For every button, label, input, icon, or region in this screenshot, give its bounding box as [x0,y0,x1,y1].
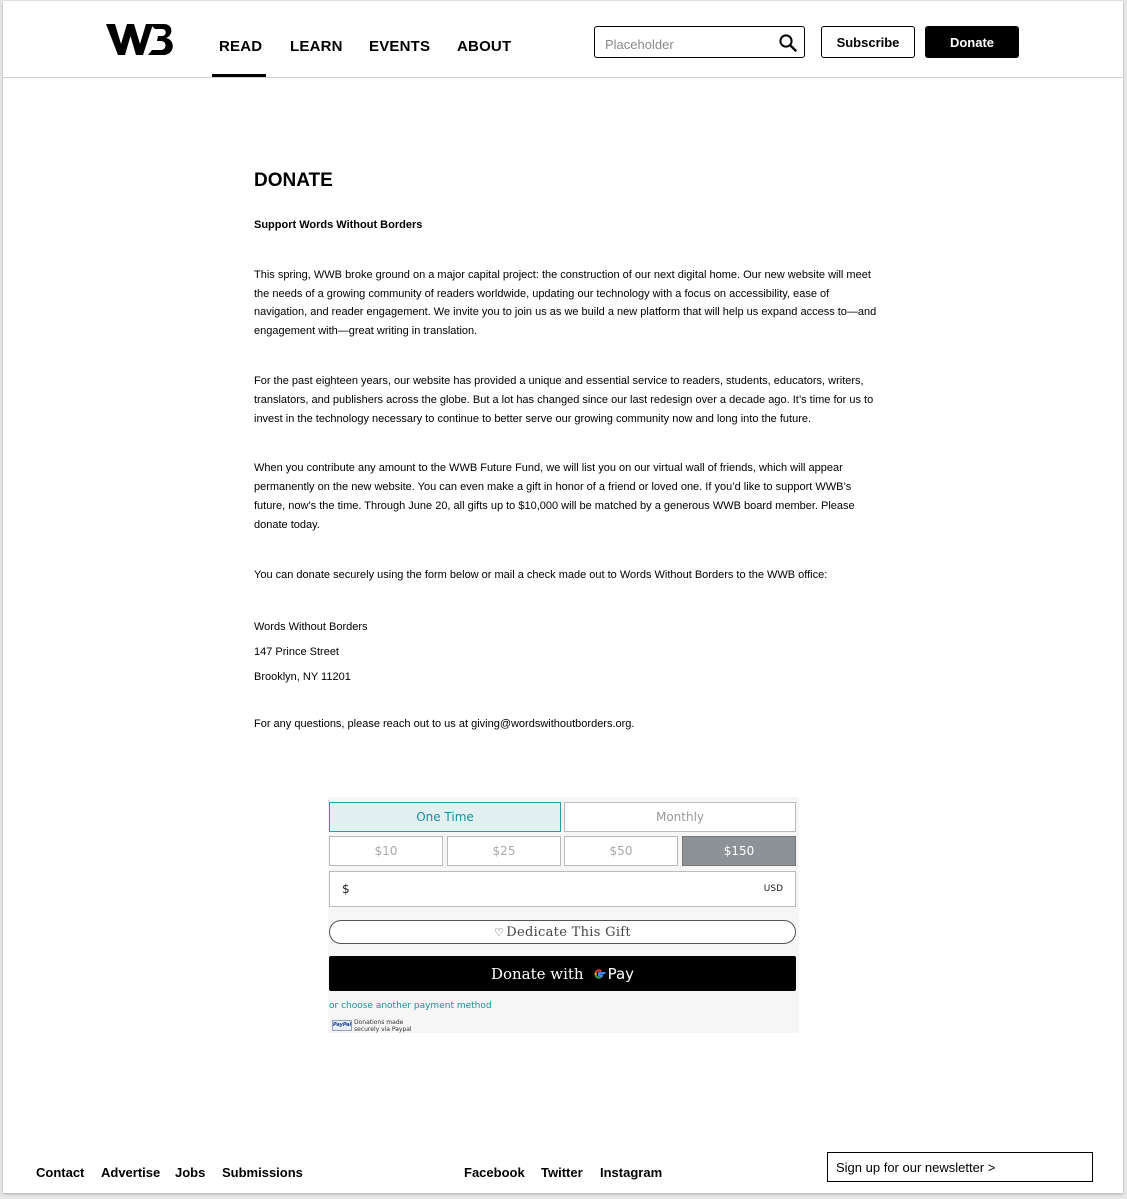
footer-link-twitter[interactable]: Twitter [541,1165,583,1180]
nav-read[interactable]: READ [219,38,263,55]
site-header [3,1,1123,78]
mailing-address [254,615,879,690]
gpay-label: Donate with [490,964,584,983]
dedicate-label: Dedicate This Gift [506,924,631,940]
paypal-logo: PayPal [332,1020,352,1031]
search-box [594,26,805,58]
google-pay-button[interactable] [329,956,796,991]
amount-150-button[interactable]: $150 [682,836,796,866]
google-g-icon [592,967,606,981]
nav-learn[interactable]: LEARN [290,38,343,55]
paypal-note-line: securely via Paypal [354,1026,412,1033]
address-line: Brooklyn, NY 11201 [254,671,351,684]
dedicate-gift-button[interactable] [329,920,796,944]
footer-link-instagram[interactable]: Instagram [600,1165,663,1180]
page-subtitle: Support Words Without Borders [254,219,423,231]
paragraph-donate-instructions: You can donate securely using the form below or mail a check made out to Words Without Borders to the WWB office: [254,568,828,581]
page-frame [3,1,1123,1193]
heart-icon: ♡ [494,925,505,939]
amount-25-button[interactable]: $25 [447,836,561,866]
currency-code: USD [763,884,783,894]
page-title: DONATE [254,170,333,191]
donation-form [328,797,799,1033]
footer-link-submissions[interactable]: Submissions [222,1165,303,1180]
search-icon[interactable] [778,33,798,53]
search-input[interactable] [603,33,777,55]
main-content [254,169,879,734]
gpay-brand: Pay [607,964,635,983]
footer-link-facebook[interactable]: Facebook [464,1165,525,1180]
subscribe-button[interactable]: Subscribe [821,26,915,58]
paragraph-future-fund: When you contribute any amount to the WWB Future Fund, we will list you on our virtual wall of friends, which will appear permanently on the new website. You can even make a gift in honor of a friend or loved one. If you’d like to support WWB’s future, now’s the time. Through June 20, all gifts up to $10,000 will be matched by a generous WWB board member. Please donate today. [254,462,855,531]
custom-amount-input[interactable] [329,871,796,907]
paragraph-capital-project: This spring, WWB broke ground on a major capital project: the construction of our next digital home. Our new website will meet the needs of a growing community of readers worldwide, updating our technology with a focus on accessibility, ease of navigation, and reader engagement. We invite you to join us as we build a new platform that will help us expand access to—and engagement with—great writing in translation. [254,268,877,338]
currency-symbol: $ [342,882,350,896]
paypal-note-line: Donations made [354,1019,404,1026]
header-donate-button[interactable]: Donate [925,26,1019,58]
amount-10-button[interactable]: $10 [329,836,443,866]
tab-monthly[interactable]: Monthly [564,802,796,832]
paypal-note [354,1019,412,1033]
address-line: Words Without Borders [254,621,368,634]
footer-link-contact[interactable]: Contact [36,1165,85,1180]
address-line: 147 Prince Street [254,646,339,659]
active-nav-indicator [212,74,266,77]
paragraph-history: For the past eighteen years, our website has provided a unique and essential service to readers, students, educators, writers, translators, and publishers across the globe. But a lot has changed since our last redesign over a decade ago. It’s time for us to invest in the technology necessary to continue to better serve our growing community now and long into the future. [254,374,874,425]
footer-link-jobs[interactable]: Jobs [175,1165,206,1180]
wwb-logo[interactable] [106,21,176,57]
newsletter-signup[interactable]: Sign up for our newsletter > [827,1152,1093,1182]
contact-note: For any questions, please reach out to us at giving@wordswithoutborders.org. [254,718,635,731]
amount-50-button[interactable]: $50 [564,836,678,866]
other-payment-link[interactable]: or choose another payment method [329,1001,492,1011]
nav-events[interactable]: EVENTS [369,38,431,55]
nav-about[interactable]: ABOUT [457,38,512,55]
tab-one-time[interactable]: One Time [329,802,561,832]
footer-link-advertise[interactable]: Advertise [101,1165,161,1180]
